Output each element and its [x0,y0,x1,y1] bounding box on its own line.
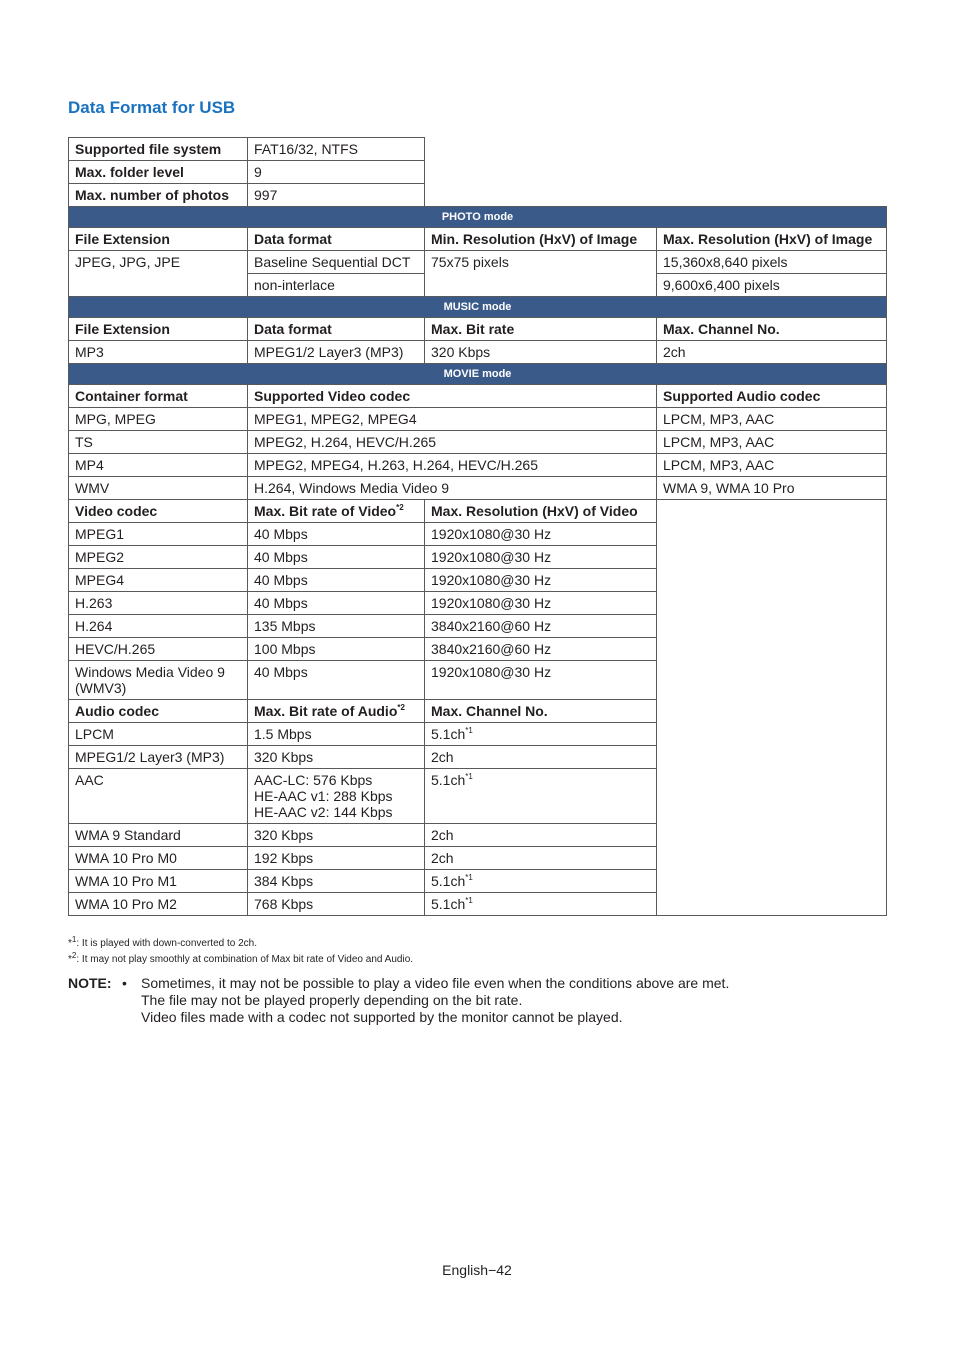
column-header: Data format [248,318,425,341]
video-resolution: 3840x2160@60 Hz [425,638,657,661]
video-resolution: 1920x1080@30 Hz [425,569,657,592]
container-audio: LPCM, MP3, AAC [657,454,887,477]
audio-codec: WMA 10 Pro M2 [69,893,248,916]
audio-codec: LPCM [69,723,248,746]
video-codec: MPEG1 [69,523,248,546]
audio-codec: MPEG1/2 Layer3 (MP3) [69,746,248,769]
video-bitrate: 40 Mbps [248,546,425,569]
note-line: The file may not be played properly depending on the bit rate. [141,992,523,1008]
audio-channels: $5.1ch^{*1}$ [425,893,657,916]
photo-min-res: 75x75 pixels [425,251,657,297]
container-format: WMV [69,477,248,500]
photo-extension: JPEG, JPG, JPE [69,251,248,297]
column-header: Video codec [69,500,248,523]
general-label: Max. number of photos [69,184,248,207]
audio-bitrate: 384 Kbps [248,870,425,893]
container-video: MPEG1, MPEG2, MPEG4 [248,408,657,431]
audio-bitrate: 768 Kbps [248,893,425,916]
column-header: Supported Audio codec [657,385,887,408]
video-codec: H.264 [69,615,248,638]
column-header: Container format [69,385,248,408]
video-bitrate: 40 Mbps [248,569,425,592]
column-header: Data format [248,228,425,251]
column-header: Max. Channel No. [425,700,657,723]
video-codec: MPEG4 [69,569,248,592]
audio-codec: AAC [69,769,248,824]
general-value: 997 [248,184,425,207]
table-row [69,477,887,500]
footnote-mark: *2 [397,703,405,712]
page-title: Data Format for USB [68,98,236,117]
audio-channels: 2ch [425,746,657,769]
table-cell: 320 Kbps [425,341,657,364]
general-value: FAT16/32, NTFS [248,138,425,161]
table-row [69,161,887,184]
audio-bitrate: 320 Kbps [248,746,425,769]
container-video: MPEG2, MPEG4, H.263, H.264, HEVC/H.265 [248,454,657,477]
audio-bitrate: 320 Kbps [248,824,425,847]
table-cell: MPEG1/2 Layer3 (MP3) [248,341,425,364]
note-label: NOTE: [68,975,112,991]
photo-format: non-interlace [248,274,425,297]
column-header: File Extension [69,228,248,251]
table-row [69,454,887,477]
container-format: MPG, MPEG [69,408,248,431]
general-label: Supported file system [69,138,248,161]
footnote-mark: *1 [465,772,473,781]
footnote-mark: *2 [396,503,404,512]
music-mode-banner: MUSIC mode [69,297,887,318]
table-header-row [69,228,887,251]
audio-codec: WMA 10 Pro M1 [69,870,248,893]
page-number: English−42 [442,1262,512,1278]
footnote-2: *$^2$: It may not play smoothly at combination of Max bit rate of Video and Audio. [68,951,414,965]
audio-codec: WMA 10 Pro M0 [69,847,248,870]
audio-bitrate: AAC-LC: 576 Kbps HE-AAC v1: 288 Kbps HE-AAC v2: 144 Kbps [248,769,425,824]
table-header-row [69,318,887,341]
photo-format: Baseline Sequential DCT [248,251,425,274]
container-video: MPEG2, H.264, HEVC/H.265 [248,431,657,454]
video-bitrate: 135 Mbps [248,615,425,638]
table-row [69,408,887,431]
audio-channels: 2ch [425,824,657,847]
video-bitrate: 100 Mbps [248,638,425,661]
photo-mode-banner: PHOTO mode [69,207,887,228]
table-header-row [69,385,887,408]
footnote-mark: *1 [465,896,473,905]
audio-channels: $5.1ch^{*1}$ [425,870,657,893]
table-row [69,341,887,364]
container-audio: WMA 9, WMA 10 Pro [657,477,887,500]
video-codec: MPEG2 [69,546,248,569]
column-header: Max. Channel No. [657,318,887,341]
column-header: Max. Resolution (HxV) of Video [425,500,657,523]
footnote-mark: *1 [465,873,473,882]
table-row [69,251,887,274]
note-line: Video files made with a codec not supported by the monitor cannot be played. [141,1009,623,1025]
column-header: Max. Bit rate [425,318,657,341]
empty-cell [657,500,887,916]
movie-mode-banner: MOVIE mode [69,364,887,385]
photo-max-res: 15,360x8,640 pixels [657,251,887,274]
audio-codec: WMA 9 Standard [69,824,248,847]
column-header: Min. Resolution (HxV) of Image [425,228,657,251]
video-resolution: 1920x1080@30 Hz [425,661,657,700]
audio-channels: 2ch [425,847,657,870]
general-label: Max. folder level [69,161,248,184]
table-header-row [69,500,887,523]
video-codec: Windows Media Video 9 (WMV3) [69,661,248,700]
general-value: 9 [248,161,425,184]
column-header: Max. Resolution (HxV) of Image [657,228,887,251]
video-resolution: 1920x1080@30 Hz [425,546,657,569]
video-codec: H.263 [69,592,248,615]
video-bitrate: 40 Mbps [248,523,425,546]
video-codec: HEVC/H.265 [69,638,248,661]
container-audio: LPCM, MP3, AAC [657,431,887,454]
column-header: Max. Bit rate of Video$^{*2}$ [248,500,425,523]
video-bitrate: 40 Mbps [248,661,425,700]
audio-bitrate: 192 Kbps [248,847,425,870]
column-header: File Extension [69,318,248,341]
column-header: Audio codec [69,700,248,723]
bullet-icon: • [122,975,127,991]
table-cell: MP3 [69,341,248,364]
container-format: MP4 [69,454,248,477]
video-resolution: 1920x1080@30 Hz [425,523,657,546]
column-header: Max. Bit rate of Audio$^{*2}$ [248,700,425,723]
audio-channels: $5.1ch^{*1}$ [425,723,657,746]
video-resolution: 3840x2160@60 Hz [425,615,657,638]
footnote-mark: *1 [465,726,473,735]
photo-max-res: 9,600x6,400 pixels [657,274,887,297]
usb-format-table [68,137,887,916]
column-header: Supported Video codec [248,385,657,408]
audio-bitrate: 1.5 Mbps [248,723,425,746]
table-cell: 2ch [657,341,887,364]
note-line: Sometimes, it may not be possible to play a video file even when the conditions above are met. [141,975,730,991]
container-video: H.264, Windows Media Video 9 [248,477,657,500]
table-row [69,138,887,161]
container-format: TS [69,431,248,454]
container-audio: LPCM, MP3, AAC [657,408,887,431]
table-row [69,184,887,207]
audio-channels: $5.1ch^{*1}$ [425,769,657,824]
video-bitrate: 40 Mbps [248,592,425,615]
video-resolution: 1920x1080@30 Hz [425,592,657,615]
table-row [69,431,887,454]
footnote-1: *$^1$: It is played with down-converted to 2ch. [68,935,258,949]
